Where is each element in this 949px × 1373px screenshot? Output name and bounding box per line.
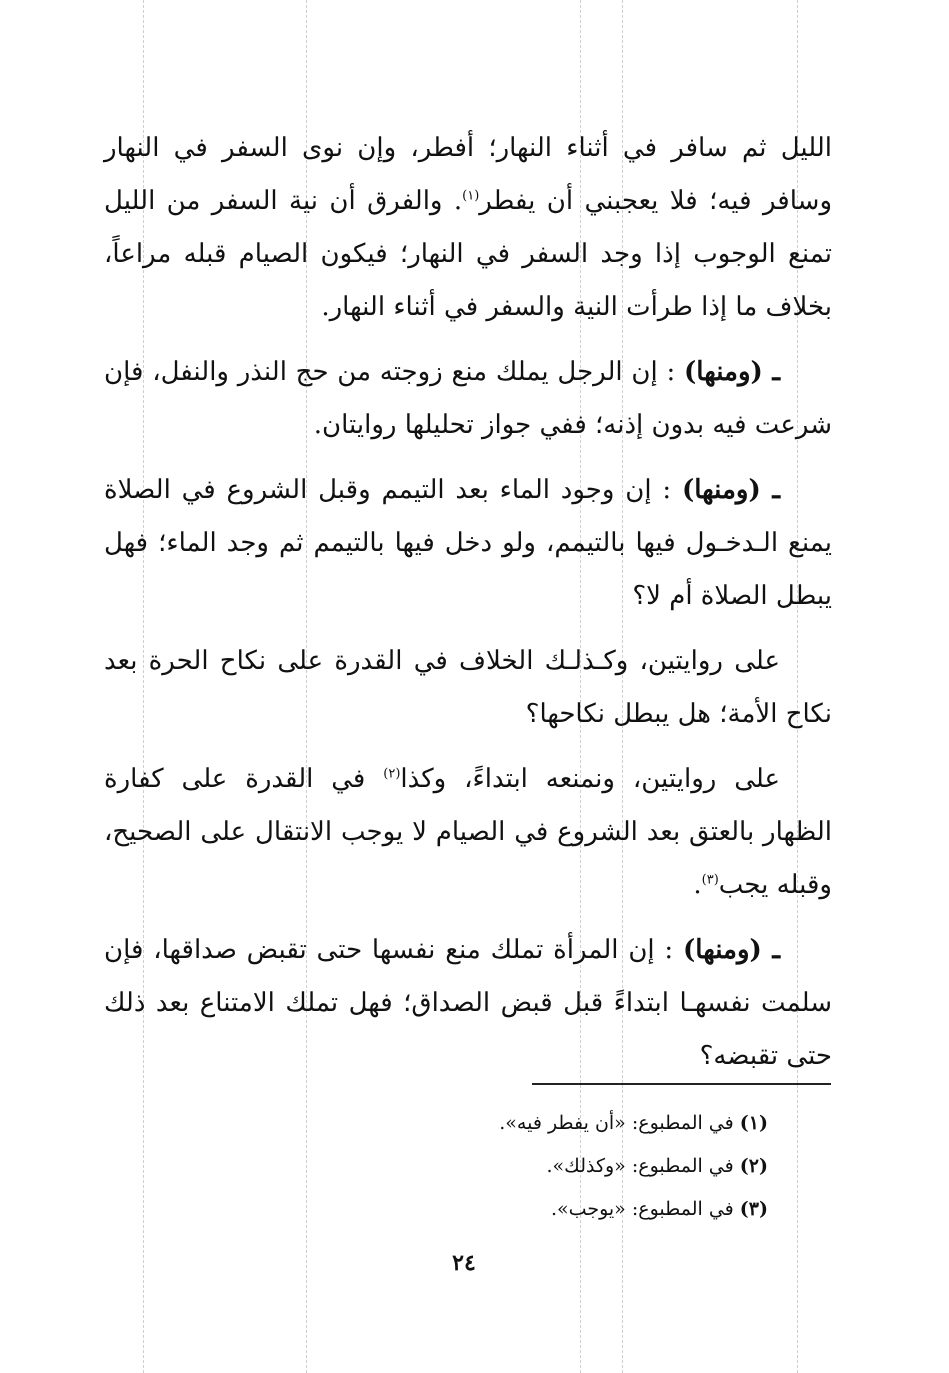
paragraph-text-end: . <box>693 870 702 900</box>
footnote-number: (٣) <box>739 1198 768 1220</box>
paragraph-1 <box>104 122 832 334</box>
footnotes <box>300 1102 768 1231</box>
paragraph-text: الليل ثم سافر في أثناء النهار؛ أفطر، وإن نوى السفر في النهار وسافر فيه؛ فلا يعجبني أن يفطر <box>104 133 832 216</box>
paragraph-text-continued: . والفرق أن نية السفر من الليل تمنع الوجوب إذا وجد السفر في النهار؛ فيكون الصيام قبله مراعاً، بخلاف ما إذا طرأت النية والسفر في أثناء النهار. <box>104 186 832 322</box>
paragraph-text: على روايتين، ونمنعه ابتداءً، وكذا <box>400 764 781 794</box>
footnote-item <box>300 1102 768 1145</box>
paragraph-text: : إن المرأة تملك منع نفسها حتى تقبض صداقها، فإن سلمت نفسهـا ابتداءً قبل قبض الصداق؛ فهل تملك الامتناع بعد ذلك حتى تقبضه؟ <box>104 935 832 1071</box>
paragraph-4 <box>104 635 832 741</box>
paragraph-text-continued: في القدرة على كفارة الظهار بالعتق بعد الشروع في الصيام لا يوجب الانتقال على الصحيح، وقبله يجب <box>104 764 832 900</box>
paragraph-label: ـ (ومنها) <box>682 935 781 965</box>
paragraph-label: ـ (ومنها) <box>684 357 780 387</box>
paragraph-5 <box>104 753 832 912</box>
footnote-text: في المطبوع: «أن يفطر فيه». <box>499 1112 734 1134</box>
paragraph-text: : إن وجود الماء بعد التيمم وقبل الشروع في الصلاة يمنع الـدخـول فيها بالتيمم، ولو دخل فيها بالتيمم ثم وجد الماء؛ فهل يبطل الصلاة أم لا؟ <box>104 475 832 611</box>
page-number: ٢٤ <box>452 1250 476 1276</box>
page-body <box>104 122 832 1083</box>
footnote-text: في المطبوع: «يوجب». <box>551 1198 734 1220</box>
footnote-number: (١) <box>739 1112 768 1134</box>
footnote-text: في المطبوع: «وكذلك». <box>546 1155 734 1177</box>
paragraph-6 <box>104 924 832 1083</box>
footnote-number: (٢) <box>739 1155 768 1177</box>
footnote-ref-3[interactable]: (٣) <box>701 872 719 888</box>
footnote-ref-2[interactable]: (٢) <box>383 766 401 782</box>
footnote-item <box>300 1188 768 1231</box>
paragraph-3 <box>104 464 832 623</box>
paragraph-2 <box>104 346 832 452</box>
paragraph-text: على روايتين، وكـذلـك الخلاف في القدرة على نكاح الحرة بعد نكاح الأمة؛ هل يبطل نكاحها؟ <box>104 646 832 729</box>
paragraph-text: : إن الرجل يملك منع زوجته من حج النذر والنفل، فإن شرعت فيه بدون إذنه؛ ففي جواز تحليلها روايتان. <box>104 357 832 440</box>
footnote-ref-1[interactable]: (١) <box>462 188 480 204</box>
footnote-item <box>300 1145 768 1188</box>
paragraph-label: ـ (ومنها) <box>681 475 780 505</box>
footnote-divider <box>532 1083 831 1085</box>
